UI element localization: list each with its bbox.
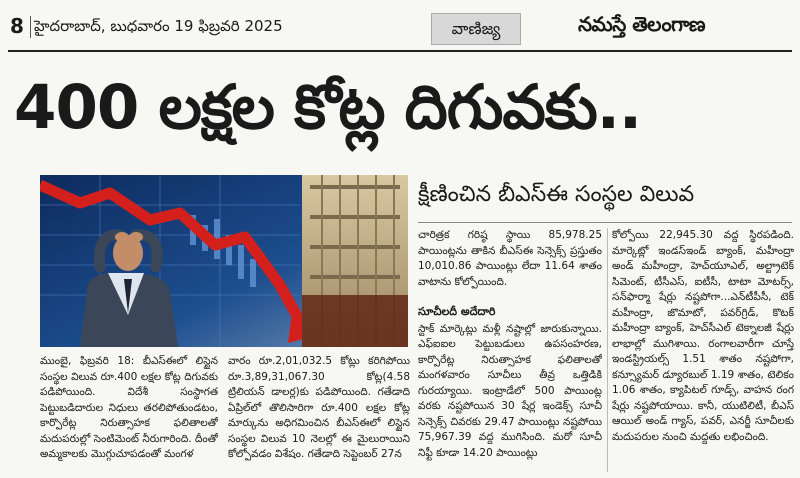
subheadline-rule (418, 222, 792, 223)
article-column-3 (418, 228, 602, 474)
column-3-text-2: స్టాక్ మార్కెట్లు మళ్లీ నష్టాల్లో జారుకున్నాయి. ఎఫ్‌ఐఐల పెట్టుబడులు ఉపసంహరణ, కార్పొరేట్ల నిరుత్సాహక ఫలితాలతో మంగళవారం సూచీలు తీవ్ర ఒత్తిడికి గురయ్యాయి. ఇంట్రాడేలో 500 పాయింట్ల వరకు నష్టపోయిన 30 షేర్ల ఇండెక్స్ సూచీ సెన్సెక్స్ చివరకు 29.47 పాయింట్లు నష్టపోయి 75,967.39 వద్ద ముగిసింది. మరో సూచీ నిఫ్టీ కూడా 14.20 పాయింట్లు (418, 322, 602, 459)
column-3-text-1: చారిత్రక గరిష్ఠ స్థాయి 85,978.25 పాయింట్లను తాకిన బీఎస్‌ఈ సెన్సెక్స్ ప్రస్తుతం 10,010.86 పాయింట్లు లేదా 11.64 శాతం వాటాను కోల్పోయింది. (418, 229, 602, 288)
page-header (0, 0, 800, 54)
column-1-text: ముంబై, ఫిబ్రవరి 18: బీఎస్‌ఈలో లిస్టైన సంస్థల విలువ రూ.400 లక్షల కోట్ల దిగువకు పడిపోయింది. విదేశీ సంస్థాగత పెట్టుబడిదారుల నిధులు తరలిపోతుండటం, కార్పొరేట్ల నిరుత్సాహక ఫలితాలతో మదుపరుల్లో సెంటిమెంట్ నీరుగారింది. దీంతో అమ్మకాలకు మొగ్గుచూపడంతో మంగళ (40, 355, 218, 460)
header-divider (30, 16, 31, 38)
column-divider (607, 228, 608, 472)
column-4-text: కోల్పోయి 22,945.30 వద్ద స్థిరపడింది. మార్కెట్లో ఇండస్‌ఇండ్ బ్యాంక్, మహీంద్రా అండ్ మహీంద్రా, హెచ్‌యూఎల్, అల్ట్రాటెక్ సిమెంట్, టీసీఎస్, ఐటీసీ, టాటా మోటర్స్, సన్‌ఫార్మా షేర్లు నష్టపోగా...ఎన్‌టీపీసీ, టెక్ మహీంద్రా, జొమాటో, పవర్‌గ్రిడ్, కొటక్ మహీంద్రా బ్యాంక్, హెచ్‌సీఎల్ టెక్నాలజీ షేర్లు లాభాల్లో ముగిశాయి. రంగాలవారీగా చూస్తే ఇండస్ట్రియల్స్ 1.51 శాతం నష్టపోగా, కన్స్యూమర్ డ్యూరబుల్ 1.19 శాతం, టెలికం 1.06 శాతం, క్యాపిటల్ గూడ్స్, వాహన రంగ షేర్లు నష్టపోయాయి. కానీ, యుటిలిటీ, బీఎస్ ఆయిల్ అండ్ గ్యాస్, పవర్, ఎనర్జీ సూచీలకు మదుపరుల నుంచి మద్దతు లభించింది. (612, 229, 794, 443)
paragraph-gap (418, 290, 602, 300)
header-rule (8, 50, 792, 52)
market-crash-image (40, 175, 408, 347)
column-2-text: వారం రూ.2,01,032.5 కోట్లు కరిగిపోయి రూ.3,89,31,067.30 కోట్ల(4.58 ట్రిలియన్ డాలర్ల)కు పడిపోయింది. గతేడాది ఏప్రిల్‌లో తొలిసారిగా రూ.400 లక్షల కోట్ల మార్కును అధిగమించిన బీఎస్‌ఈలో లిస్టైన సంస్థల విలువ 10 నెలల్లో ఈ మైలురాయిని కోల్పోవడం విశేషం. గతేడాది సెప్టెంబర్ 27న (228, 355, 410, 460)
article-column-4 (612, 228, 794, 474)
page-number: 8 (10, 14, 24, 38)
article-column-1 (40, 354, 218, 474)
section-label: వాణిజ్య (431, 13, 521, 45)
dateline: హైదరాబాద్‌, బుధవారం 19 ఫిబ్రవరి 2025 (34, 17, 283, 35)
article-column-2 (228, 354, 410, 474)
section-subheading: సూచీలదీ అదేదారి (418, 305, 496, 318)
headline: 400 లక్షల కోట్ల దిగువకు.. (14, 72, 642, 143)
article-photo (40, 175, 408, 347)
paper-name: నమస్తే తెలంగాణ (578, 12, 706, 36)
subheadline: క్షీణించిన బీఎస్‌ఈ సంస్థల విలువ (418, 182, 695, 207)
